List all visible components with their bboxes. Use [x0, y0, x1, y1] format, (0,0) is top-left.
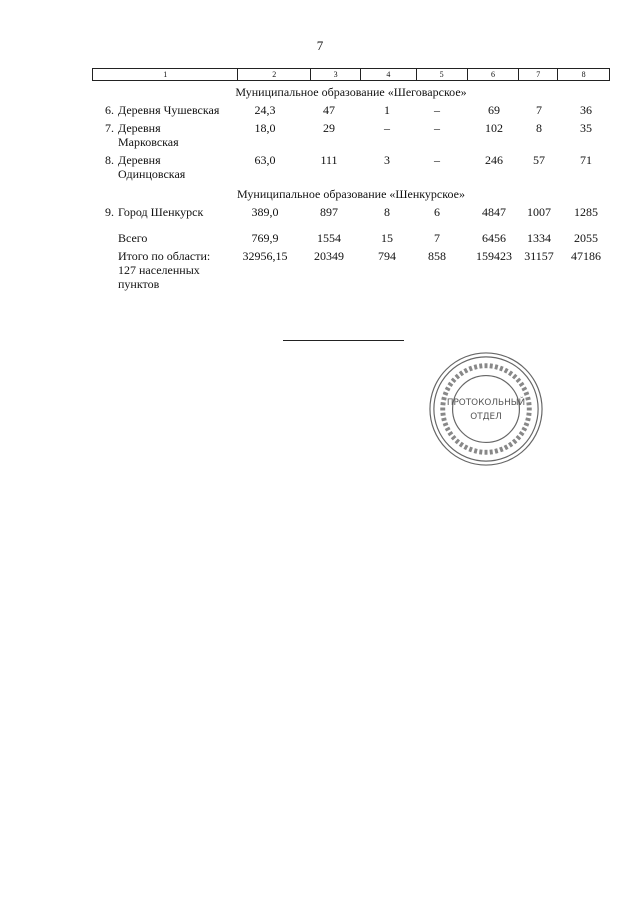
- value-col-3: 111: [320, 153, 338, 167]
- data-table: [92, 68, 610, 291]
- value-col-6: 4847: [482, 205, 506, 219]
- column-number-header: [92, 68, 610, 81]
- column-header-7: 7: [518, 69, 557, 80]
- value-col-2: 769,9: [251, 231, 279, 245]
- value-col-5: –: [434, 153, 440, 167]
- value-col-8: 1285: [574, 205, 598, 219]
- row-name-line: Всего: [118, 231, 148, 245]
- row-number: 8.: [105, 153, 114, 167]
- value-col-7: 57: [533, 153, 545, 167]
- row-name-line: Итого по области:: [118, 249, 211, 263]
- value-col-6: 6456: [482, 231, 506, 245]
- value-col-8: 47186: [571, 249, 601, 263]
- row-name-line: 127 населенных: [118, 263, 200, 277]
- row-name: [118, 121, 238, 149]
- value-col-8: 35: [580, 121, 592, 135]
- column-header-8: 8: [557, 69, 609, 80]
- row-name: [118, 231, 238, 245]
- column-header-5: 5: [416, 69, 467, 80]
- value-col-5: –: [434, 121, 440, 135]
- value-col-7: 31157: [524, 249, 554, 263]
- value-col-5: 7: [434, 231, 440, 245]
- column-header-2: 2: [237, 69, 310, 80]
- row-name-line: пунктов: [118, 277, 160, 291]
- value-col-8: 2055: [574, 231, 598, 245]
- value-col-2: 389,0: [251, 205, 279, 219]
- value-col-7: 1334: [527, 231, 551, 245]
- value-col-6: 102: [485, 121, 503, 135]
- page-number: 7: [316, 38, 324, 53]
- row-number: 7.: [105, 121, 114, 135]
- official-stamp: [427, 350, 545, 468]
- divider-line: [283, 340, 404, 341]
- row-name: [118, 103, 238, 117]
- value-col-4: 15: [381, 231, 393, 245]
- row-number: 6.: [105, 103, 114, 117]
- value-col-6: 159423: [476, 249, 512, 263]
- value-col-5: –: [434, 103, 440, 117]
- value-col-6: 246: [485, 153, 503, 167]
- value-col-3: 29: [323, 121, 335, 135]
- table-row: [92, 103, 610, 117]
- table-row: [92, 205, 610, 219]
- row-name-line: Марковская: [118, 135, 179, 149]
- value-col-8: 36: [580, 103, 592, 117]
- stamp-text-line-1: ПРОТОКОЛЬНЫЙ: [446, 398, 526, 409]
- column-header-1: 1: [163, 70, 168, 79]
- column-header-4: 4: [360, 69, 416, 80]
- value-col-3: 47: [323, 103, 335, 117]
- value-col-7: 8: [536, 121, 542, 135]
- value-col-2: 18,0: [254, 121, 276, 135]
- value-col-4: 1: [384, 103, 390, 117]
- value-col-7: 7: [536, 103, 542, 117]
- stamp-text-line-2: ОТДЕЛ: [470, 411, 502, 422]
- value-col-2: 24,3: [254, 103, 276, 117]
- row-name-line: Город Шенкурск: [118, 205, 204, 219]
- row-number: 9.: [105, 205, 114, 219]
- column-header-3: 3: [310, 69, 360, 80]
- value-col-8: 71: [580, 153, 592, 167]
- table-row: [92, 153, 610, 181]
- value-col-7: 1007: [527, 205, 551, 219]
- row-name-line: Деревня Чушевская: [118, 103, 220, 117]
- row-name-line: Деревня: [118, 121, 161, 135]
- value-col-5: 6: [434, 205, 440, 219]
- value-col-3: 897: [320, 205, 338, 219]
- table-body: [92, 85, 610, 291]
- grand-total-row: [92, 249, 610, 291]
- row-name: [118, 249, 238, 291]
- total-row: [92, 231, 610, 245]
- row-name-line: Деревня: [118, 153, 161, 167]
- value-col-6: 69: [488, 103, 500, 117]
- row-name-line: Одинцовская: [118, 167, 186, 181]
- value-col-5: 858: [428, 249, 446, 263]
- section-title: Муниципальное образование «Шеговарское»: [235, 85, 467, 99]
- value-col-4: 794: [378, 249, 396, 263]
- row-name: [118, 205, 238, 219]
- value-col-4: 3: [384, 153, 390, 167]
- value-col-3: 1554: [317, 231, 341, 245]
- value-col-4: –: [384, 121, 390, 135]
- section-title: Муниципальное образование «Шенкурское»: [237, 187, 465, 201]
- value-col-3: 20349: [314, 249, 344, 263]
- value-col-2: 63,0: [254, 153, 276, 167]
- column-header-6: 6: [467, 69, 519, 80]
- row-name: [118, 153, 238, 181]
- table-row: [92, 121, 610, 149]
- value-col-2: 32956,15: [242, 249, 288, 263]
- value-col-4: 8: [384, 205, 390, 219]
